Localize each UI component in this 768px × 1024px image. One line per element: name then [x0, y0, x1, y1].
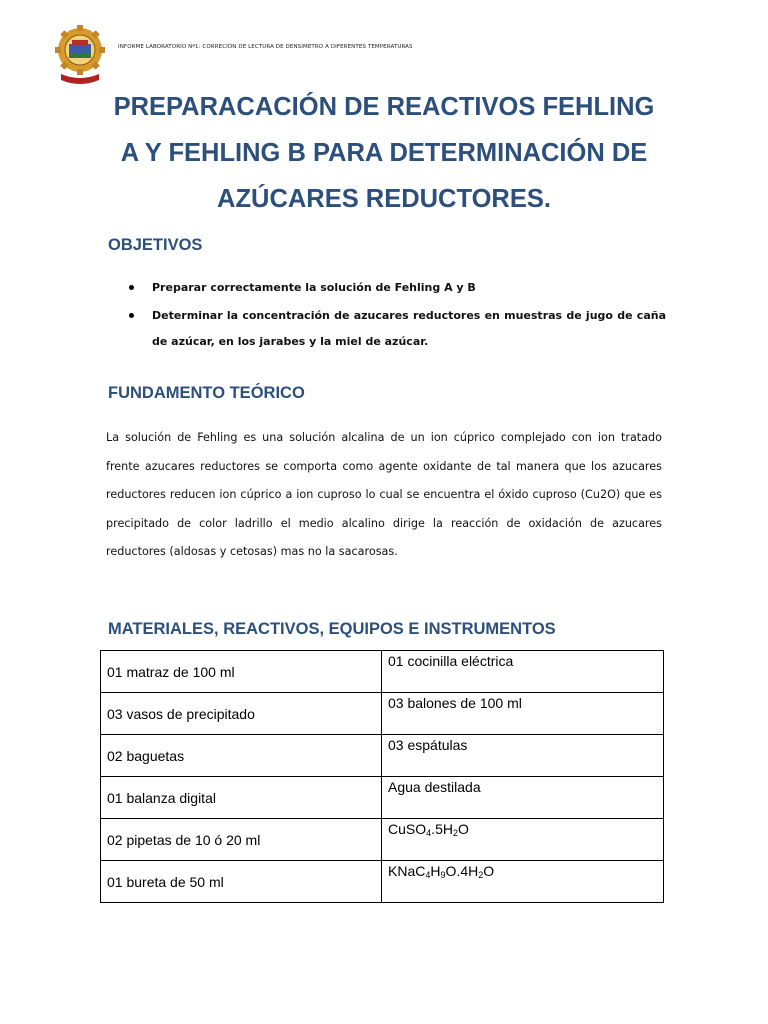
- table-row: [101, 819, 664, 861]
- table-cell: 03 espátulas: [382, 735, 664, 777]
- running-header-title: INFORME LABORATORIO Nº1: CORRECIÓN DE LECTURA DE DENSIMETRO A DIFERENTES TEMPERATURAS: [118, 44, 413, 50]
- bullet-icon: [129, 285, 134, 290]
- table-cell: 02 pipetas de 10 ó 20 ml: [101, 819, 382, 861]
- title-line-3: AZÚCARES REDUCTORES.: [217, 185, 551, 213]
- objetivo-text-1: Preparar correctamente la solución de Fehling A y B: [152, 281, 476, 294]
- fundamento-paragraph: La solución de Fehling es una solución alcalina de un ion cúprico complejado con ion tratado frente azucares reductores se comporta como agente oxidante de tal manera que los azucares reductores reducen ion cúprico a ion cuproso lo cual se encuentra el óxido cuproso (Cu2O) que es precipitado de color ladrillo el medio alcalino dirige la reacción de oxidación de azucares reductores (aldosas y cetosas) mas no la sacarosas.: [106, 431, 662, 559]
- table-row: [101, 861, 664, 903]
- formula-cell: $KNaC_4H_9O.4H_2O$: [382, 861, 664, 903]
- table-cell: 03 balones de 100 ml: [382, 693, 664, 735]
- table-cell: 01 balanza digital: [101, 777, 382, 819]
- table-row: [101, 693, 664, 735]
- formula-cell: $CuSO_4.5H_2O$: [382, 819, 664, 861]
- table-cell: 03 vasos de precipitado: [101, 693, 382, 735]
- table-row: [101, 777, 664, 819]
- table-cell: Agua destilada: [382, 777, 664, 819]
- bullet-icon: [129, 313, 134, 318]
- table-cell: 01 cocinilla eléctrica: [382, 651, 664, 693]
- materiales-heading: MATERIALES, REACTIVOS, EQUIPOS E INSTRUMENTOS: [108, 620, 556, 638]
- table-cell: 01 bureta de 50 ml: [101, 861, 382, 903]
- title-line-1: PREPARACACIÓN DE REACTIVOS FEHLING: [113, 93, 655, 121]
- university-seal-gear-icon: [55, 22, 105, 88]
- table-cell: 01 matraz de 100 ml: [101, 651, 382, 693]
- table-cell: 02 baguetas: [101, 735, 382, 777]
- document-title: [90, 84, 678, 222]
- objetivo-text-2: Determinar la concentración de azucares reductores en muestras de jugo de caña de azúcar, en los jarabes y la miel de azúcar.: [152, 309, 666, 348]
- objetivos-heading: OBJETIVOS: [108, 236, 203, 254]
- objetivos-list: [126, 275, 666, 355]
- title-line-2: A Y FEHLING B PARA DETERMINACIÓN DE: [120, 139, 648, 167]
- list-item: [126, 275, 666, 301]
- table-row: [101, 735, 664, 777]
- table-row: [101, 651, 664, 693]
- fundamento-heading: FUNDAMENTO TEÓRICO: [108, 384, 305, 402]
- list-item: [126, 303, 666, 355]
- materiales-table: [100, 650, 664, 903]
